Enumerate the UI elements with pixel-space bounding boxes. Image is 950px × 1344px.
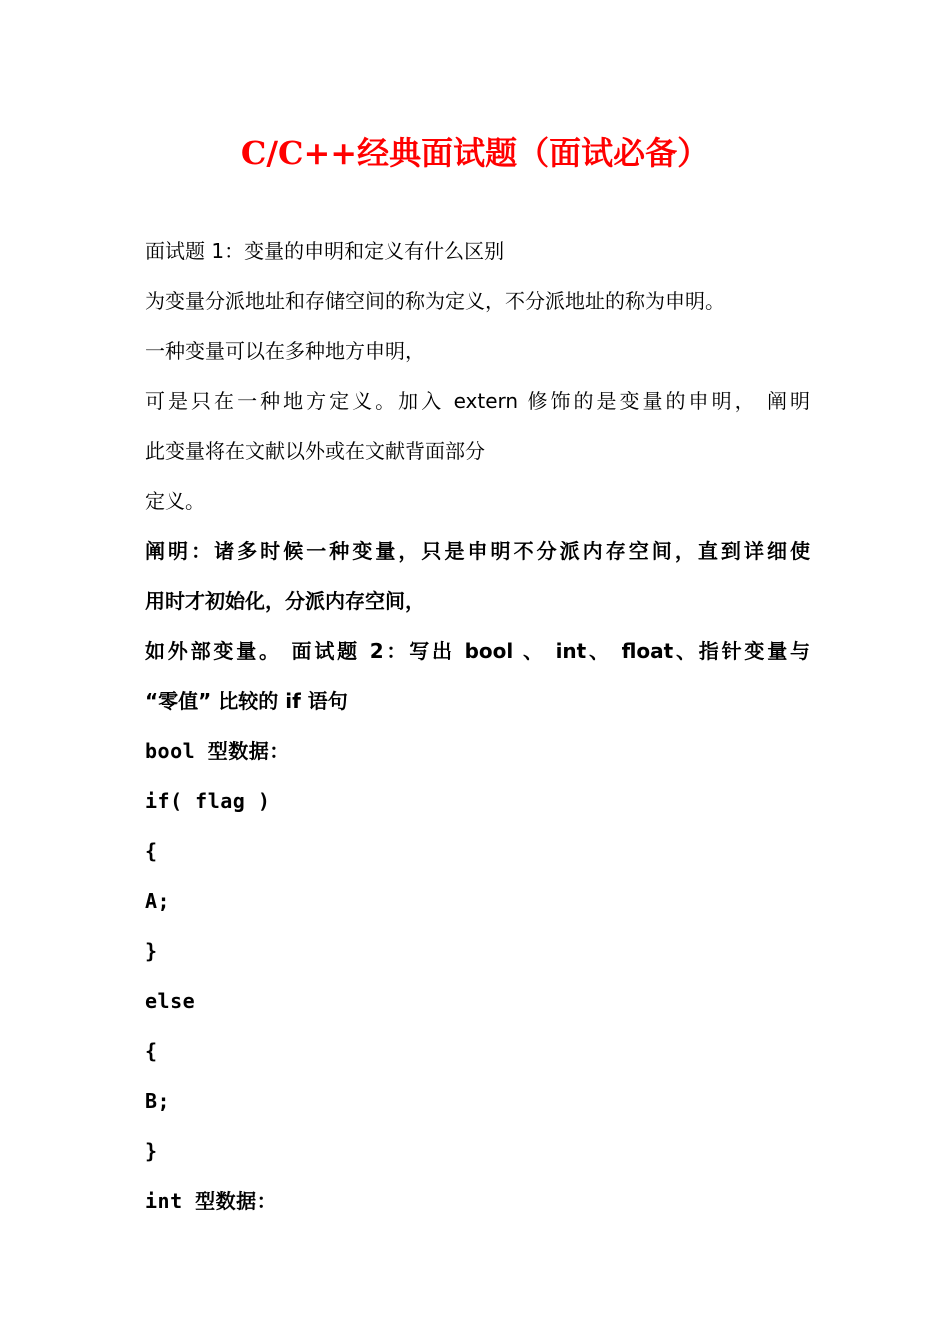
code-line: A; [145, 889, 171, 913]
paragraph-line: 定义。 [145, 489, 205, 513]
paragraph-line: 为变量分派地址和存储空间的称为定义，不分派地址的称为申明。 [145, 289, 725, 313]
paragraph-line: 可是只在一种地方定义。加入 extern 修饰的是变量的申明， 阐明 [145, 389, 810, 413]
document-title: C/C++经典面试题（面试必备） [240, 134, 710, 172]
code-line: if( flag ) [145, 789, 271, 813]
question-1-heading: 面试题 1：变量的申明和定义有什么区别 [145, 239, 505, 263]
code-line: bool 型数据： [145, 739, 290, 763]
code-line: int 型数据： [145, 1189, 278, 1213]
code-line: } [145, 1139, 158, 1163]
note-line: 用时才初始化，分派内存空间， [145, 589, 425, 613]
code-line: else [145, 989, 196, 1013]
code-line: } [145, 939, 158, 963]
question-2-heading: 如外部变量。 面试题 2：写出 bool 、 int、 float、指针变量与 [145, 639, 810, 663]
note-line: 阐明：诸多时候一种变量，只是申明不分派内存空间，直到详细使 [145, 539, 810, 563]
paragraph-line: 此变量将在文献以外或在文献背面部分 [145, 439, 485, 463]
question-2-heading-cont: “零值” 比较的 if 语句 [145, 689, 348, 713]
code-line: { [145, 1039, 158, 1063]
paragraph-line: 一种变量可以在多种地方申明， [145, 339, 425, 363]
code-line: B; [145, 1089, 171, 1113]
code-line: { [145, 839, 158, 863]
